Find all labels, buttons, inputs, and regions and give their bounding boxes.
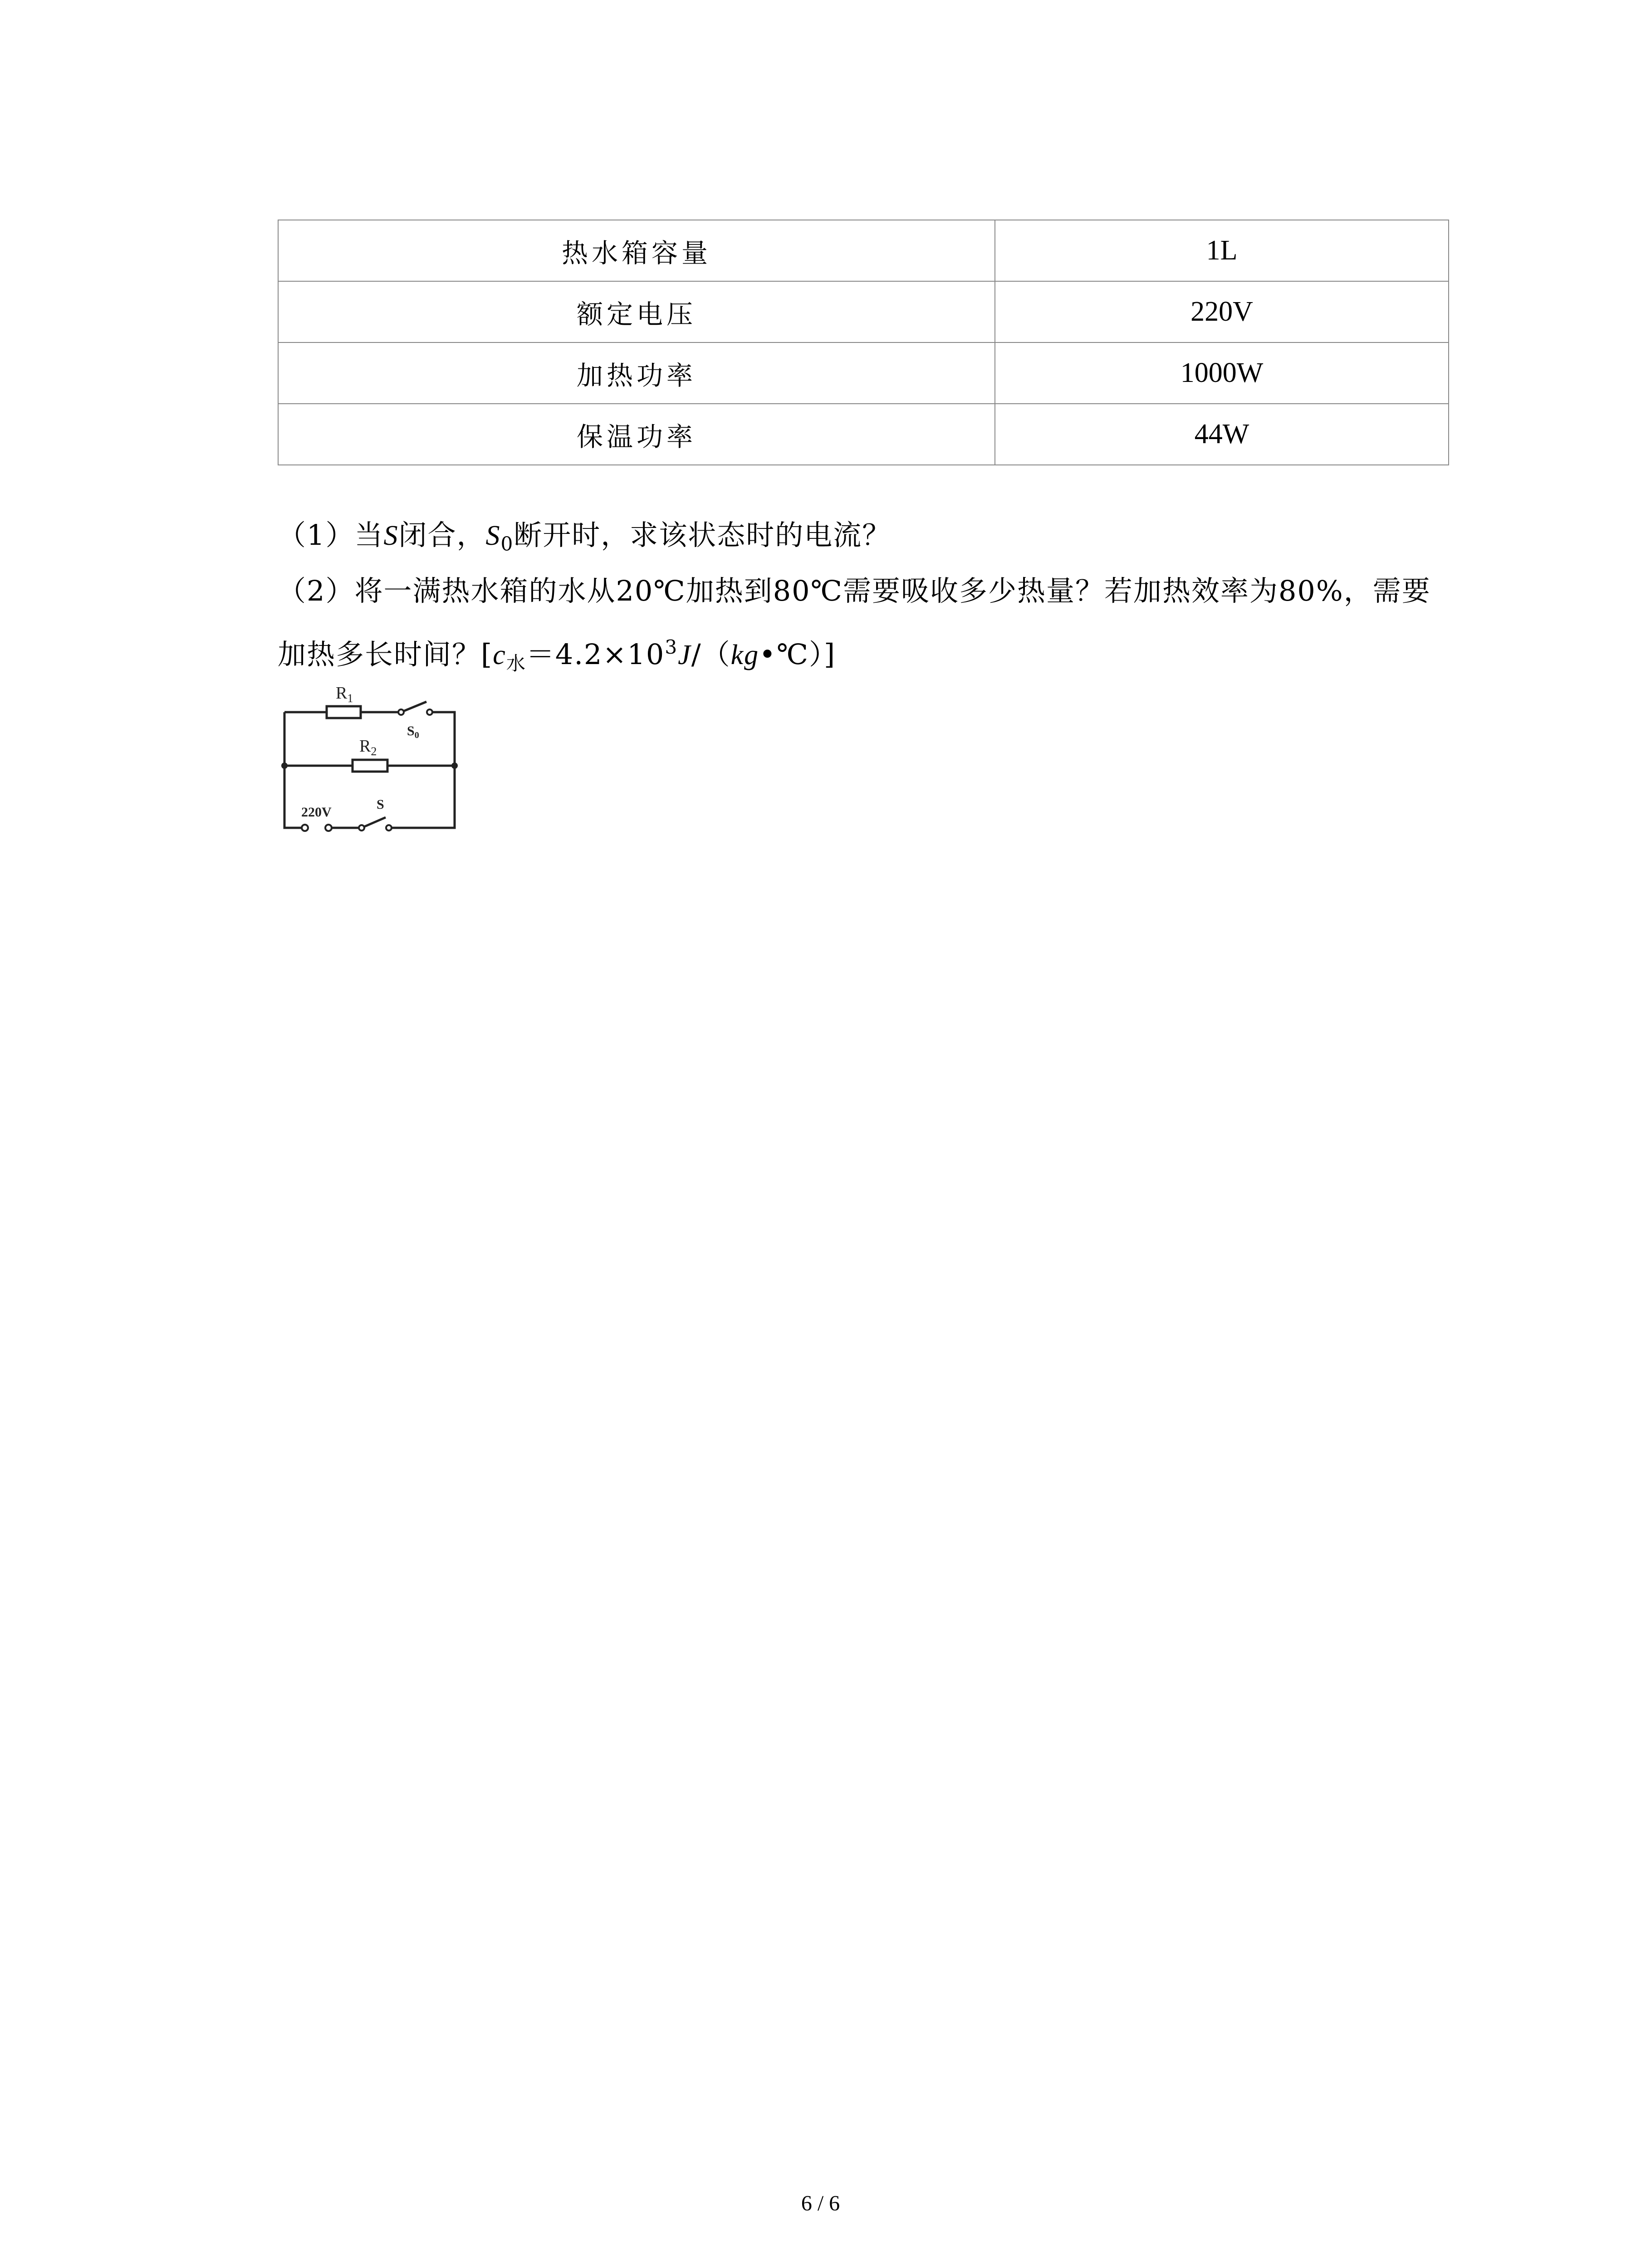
spec-value: 220V (995, 281, 1449, 342)
spec-label: 热水箱容量 (278, 220, 995, 281)
table-row (278, 342, 1449, 404)
r2-label: R (359, 737, 371, 756)
spec-value: 1L (995, 220, 1449, 281)
q1-rest: 断开时，求该状态时的电流？ (514, 518, 892, 552)
r1-subscript: 1 (347, 692, 353, 705)
spec-label: 额定电压 (278, 281, 995, 342)
s0-label: S (407, 723, 415, 738)
page-number: 6 / 6 (801, 2191, 840, 2215)
table-row (278, 220, 1449, 281)
q1-var-s: S (383, 520, 399, 551)
q2-tail: •℃）] (759, 638, 836, 671)
q1-var-s0: S (485, 520, 501, 551)
spec-value: 1000W (995, 342, 1449, 404)
q1-s0-subscript: 0 (500, 533, 514, 555)
q1-prefix: （1）当 (278, 518, 384, 552)
svg-text:S0 (407, 723, 419, 740)
r1-label: R (336, 684, 348, 703)
q2-unit-kg: kg (730, 640, 759, 671)
spec-label: 加热功率 (278, 342, 995, 404)
spec-label: 保温功率 (278, 404, 995, 465)
q2-c-subscript: 水 (506, 652, 526, 675)
r2-subscript: 2 (371, 745, 377, 758)
circuit-diagram (278, 678, 468, 841)
q2-c: c (493, 640, 506, 671)
switch-label: S (377, 797, 384, 812)
question-1 (278, 517, 891, 562)
svg-text:R1 (336, 684, 353, 705)
q2-unit-j: J (678, 640, 691, 671)
question-2-line-2 (278, 629, 836, 682)
q2-text: 加热多长时间？[ (278, 638, 493, 671)
svg-text:R2 (359, 737, 377, 758)
question-2-line-1: （2）将一满热水箱的水从20℃加热到80℃需要吸收多少热量？若加热效率为80%，需要 (278, 574, 1431, 607)
source-label: 220V (301, 805, 332, 820)
q2-paren: /（ (691, 638, 731, 671)
q2-eq: ＝4.2×10 (526, 638, 665, 671)
q2-exponent: 3 (665, 636, 678, 658)
q1-mid: 闭合， (398, 518, 486, 552)
spec-value: 44W (995, 404, 1449, 465)
table-row (278, 281, 1449, 342)
s0-subscript: 0 (414, 730, 419, 740)
table-row (278, 404, 1449, 465)
spec-table (278, 220, 1449, 465)
